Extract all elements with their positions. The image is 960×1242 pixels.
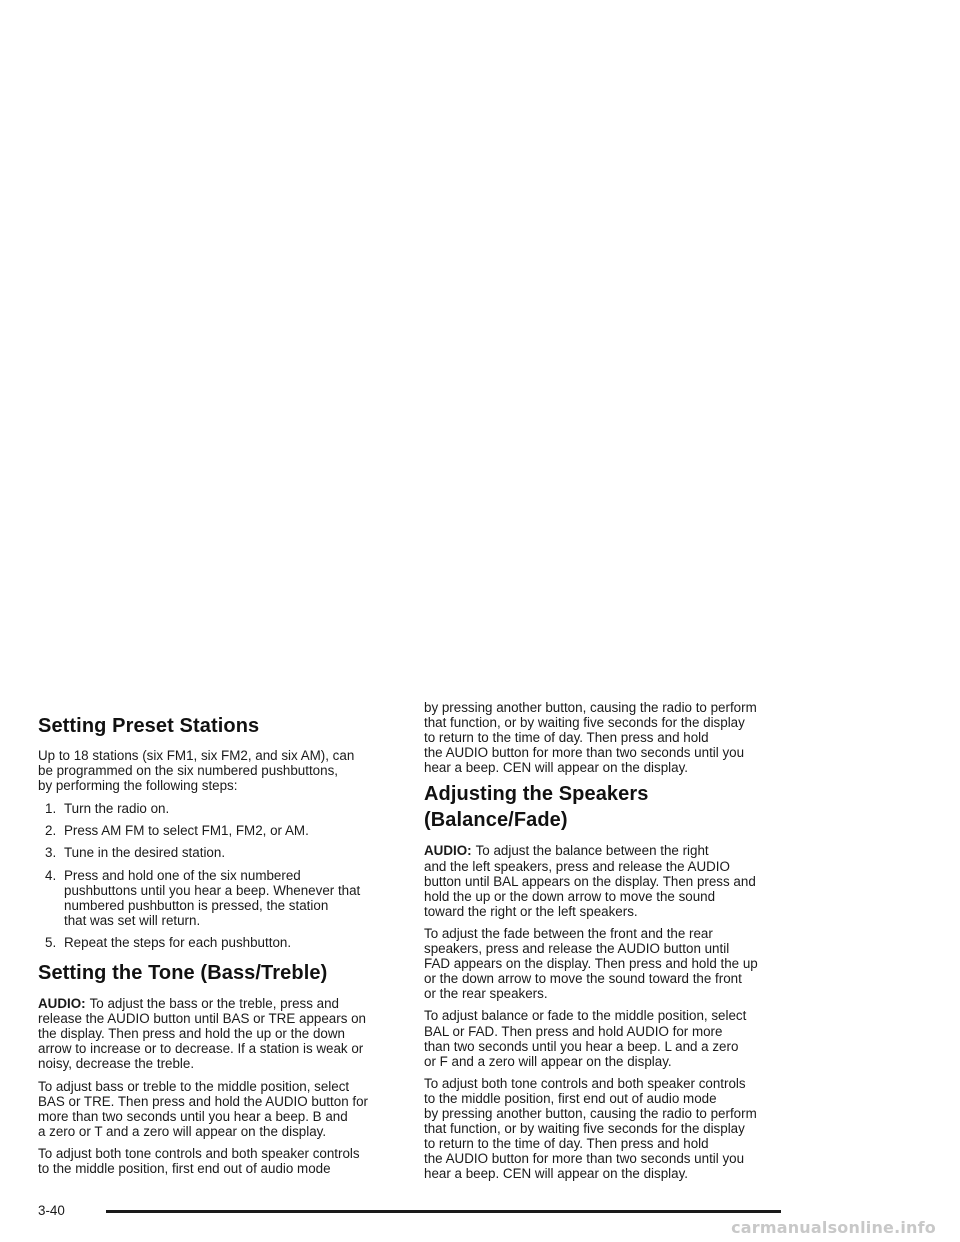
intro-paragraph: Up to 18 stations (six FM1, six FM2, and six AM), can be programmed on the six numbered pushbuttons, by performing the following steps: bbox=[38, 748, 355, 794]
list-item: 5. Repeat the steps for each pushbutton. bbox=[45, 934, 292, 950]
audio-label: AUDIO: bbox=[424, 843, 472, 859]
list-item: 1. Turn the radio on. bbox=[45, 801, 170, 817]
heading-setting-preset-stations: Setting Preset Stations bbox=[38, 715, 260, 737]
heading-adjusting-the-speakers: Adjusting the Speakers (Balance/Fade) bbox=[424, 783, 649, 832]
list-item: 2. Press AM FM to select FM1, FM2, or AM. bbox=[45, 823, 309, 839]
fade-paragraph: To adjust the fade between the front and the rear speakers, press and release the AUDIO button until FAD appears on the display. Then press and hold the up or the down arrow to move the sound toward the front or the rear speakers. bbox=[424, 925, 758, 1002]
tone-audio-paragraph: AUDIO: To adjust the bass or the treble, press and release the AUDIO button until BAS or TRE appears on the display. Then press and hold the up or the down arrow to increase or to decrease. If a station is weak or noisy, decrease the treble. bbox=[38, 996, 367, 1072]
heading-setting-the-tone: Setting the Tone (Bass/Treble) bbox=[38, 962, 328, 985]
balance-audio-paragraph: AUDIO: To adjust the balance between the right and the left speakers, press and release the AUDIO button until BAL appears on the display. Then press and hold the up or the down arrow to move the sound toward the right or the left speakers. bbox=[424, 843, 756, 919]
right-column bbox=[424, 700, 781, 1181]
list-item: 4. Press and hold one of the six numbered pushbuttons until you hear a beep. Whenever that numbered pushbutton is pressed, the station that was set will return. bbox=[45, 867, 361, 928]
left-column bbox=[38, 713, 395, 1176]
tone-both-paragraph: To adjust both tone controls and both speaker controls to the middle position, first end out of audio mode bbox=[38, 1145, 360, 1176]
speakers-both-paragraph: To adjust both tone controls and both speaker controls to the middle position, first end out of audio mode by pressing another button, causing the radio to perform that function, or by waiting five seconds for the display to return to the time of day. Then press and hold the AUDIO button for more than two seconds until you hear a beep. CEN will appear on the display. bbox=[424, 1075, 757, 1182]
preset-steps-list bbox=[38, 801, 395, 950]
audio-label: AUDIO: bbox=[38, 996, 86, 1012]
page-number: 3-40 bbox=[38, 1203, 65, 1218]
tone-middle-paragraph: To adjust bass or treble to the middle position, select BAS or TRE. Then press and hold the AUDIO button for more than two seconds until you hear a beep. B and a zero or T and a zero will appear on the display. bbox=[38, 1078, 368, 1139]
continued-paragraph: by pressing another button, causing the radio to perform that function, or by waiting five seconds for the display to return to the time of day. Then press and hold the AUDIO button for more than two seconds until you hear a beep. CEN will appear on the display. bbox=[424, 700, 757, 776]
footer-rule bbox=[106, 1210, 781, 1213]
list-item: 3. Tune in the desired station. bbox=[45, 845, 226, 861]
watermark-logo: carmanualsonline.info bbox=[731, 1218, 936, 1237]
balance-middle-paragraph: To adjust balance or fade to the middle position, select BAL or FAD. Then press and hold AUDIO for more than two seconds until you hear a beep. L and a zero or F and a zero will appear on the display. bbox=[424, 1008, 747, 1069]
